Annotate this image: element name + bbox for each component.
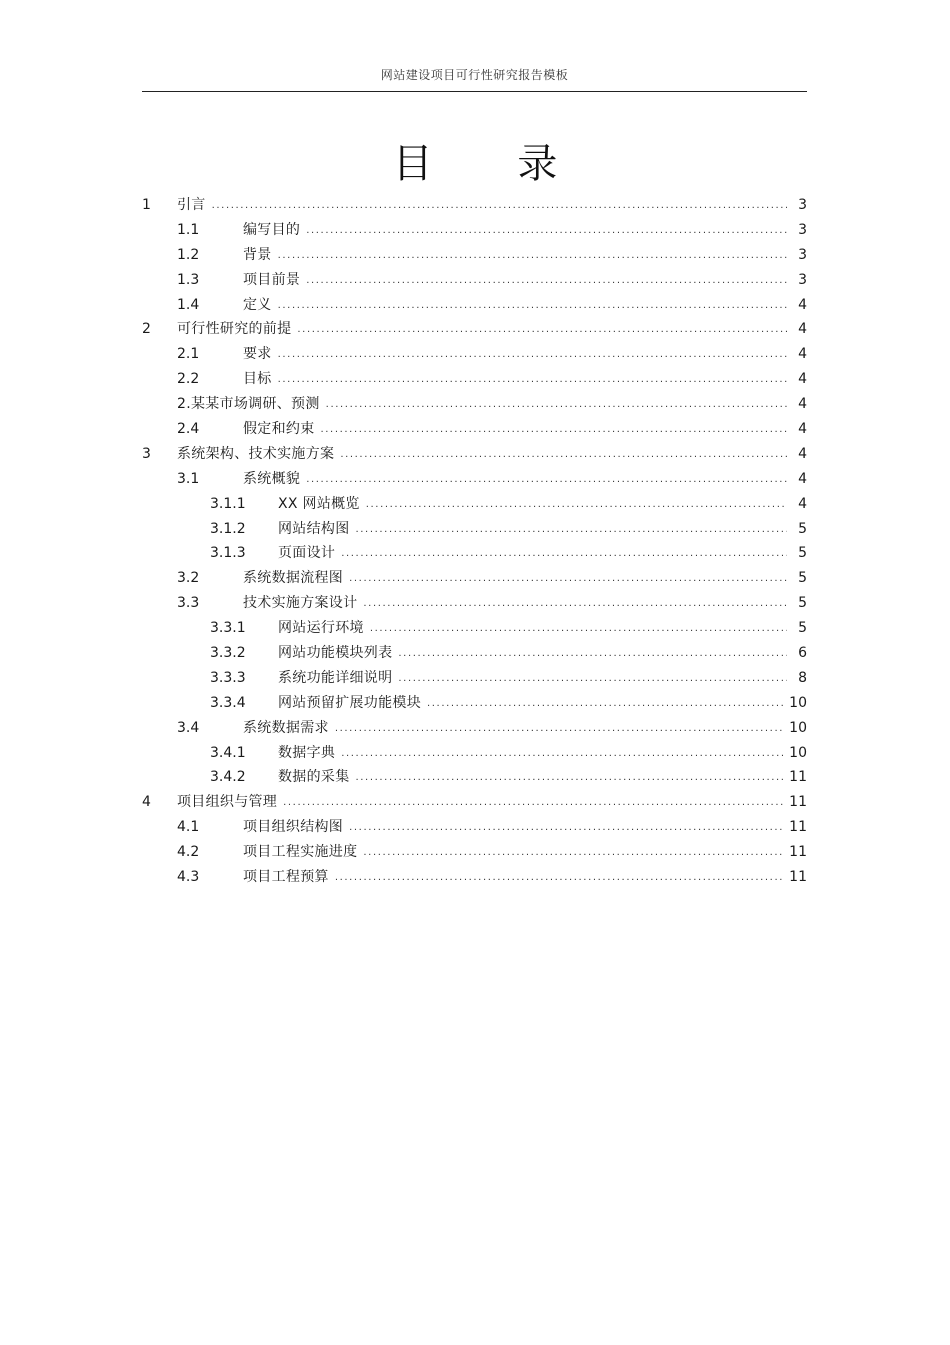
toc-entry[interactable] (142, 591, 807, 616)
toc-entry-number: 3.4.2 (210, 769, 246, 786)
dot-leader (297, 318, 787, 343)
toc-entry-page-number: 8 (798, 669, 807, 686)
toc-entry-page-number: 4 (798, 421, 807, 438)
dot-leader (306, 219, 787, 244)
toc-entry-title: 系统数据流程图 (243, 570, 344, 587)
toc-entry[interactable] (142, 840, 807, 865)
dot-leader (278, 294, 787, 319)
toc-entry-page-number: 5 (798, 520, 807, 537)
toc-entry-title: 页面设计 (278, 545, 336, 562)
toc-entry-title: 系统架构、技术实施方案 (177, 445, 335, 462)
dot-leader (370, 617, 787, 642)
toc-entry-title: 可行性研究的前提 (177, 321, 292, 338)
toc-entry[interactable] (142, 317, 807, 342)
toc-entry-number: 1.3 (177, 271, 200, 288)
dot-leader (335, 717, 783, 742)
toc-entry-number: 3.3 (177, 595, 200, 612)
dot-leader (341, 542, 787, 567)
toc-entry-title: 目标 (243, 371, 272, 388)
toc-entry-title: 系统数据需求 (243, 719, 329, 736)
toc-entry[interactable] (142, 641, 807, 666)
dot-leader (356, 766, 784, 791)
running-header: 网站建设项目可行性研究报告模板 (380, 68, 569, 82)
toc-entry-number: 2.4 (177, 421, 200, 438)
toc-entry-page-number: 3 (798, 221, 807, 238)
toc-entry[interactable] (142, 492, 807, 517)
toc-entry[interactable] (142, 541, 807, 566)
toc-entry-page-number: 4 (798, 470, 807, 487)
toc-entry-page-number: 4 (798, 396, 807, 413)
toc-entry-page-number: 11 (789, 769, 807, 786)
toc-entry[interactable] (142, 442, 807, 467)
toc-entry[interactable] (142, 517, 807, 542)
toc-entry-title: 网站功能模块列表 (278, 645, 393, 662)
toc-entry-page-number: 3 (798, 197, 807, 213)
dot-leader (306, 468, 787, 493)
toc-entry-page-number: 4 (798, 445, 807, 462)
toc-entry-title: 网站结构图 (278, 520, 350, 537)
toc-entry-number: 3.1.1 (210, 495, 246, 512)
toc-entry-number: 2.1 (177, 346, 200, 363)
toc-entry-number: 4.1 (177, 819, 200, 836)
toc-entry-number: 1.4 (177, 296, 200, 313)
toc-entry-number: 2.2 (177, 371, 200, 388)
toc-entry-title: 项目工程预算 (243, 869, 329, 886)
dot-leader (398, 667, 787, 692)
dot-leader (278, 244, 787, 269)
toc-entry-number: 3.2 (177, 570, 200, 587)
toc-entry-page-number: 5 (798, 570, 807, 587)
toc-entry-title: 系统概貌 (243, 470, 301, 487)
toc-entry-page-number: 4 (798, 371, 807, 388)
dot-leader (349, 816, 783, 841)
toc-entry[interactable] (142, 765, 807, 790)
toc-entry[interactable] (142, 417, 807, 442)
dot-leader (326, 393, 787, 418)
dot-leader (363, 592, 787, 617)
toc-entry-number: 3.4 (177, 719, 200, 736)
dot-leader (349, 567, 787, 592)
toc-entry-number: 3.3.4 (210, 694, 246, 711)
toc-entry-title: 假定和约束 (243, 421, 315, 438)
toc-entry[interactable] (142, 666, 807, 691)
toc-entry-page-number: 10 (789, 719, 807, 736)
dot-leader (427, 692, 783, 717)
toc-entry[interactable] (142, 716, 807, 741)
toc-entry-page-number: 4 (798, 495, 807, 512)
dot-leader (335, 866, 783, 891)
toc-entry-title: 数据的采集 (278, 769, 350, 786)
dot-leader (212, 194, 787, 219)
toc-entry-title: XX 网站概览 (278, 495, 360, 512)
dot-leader (366, 493, 787, 518)
toc-entry[interactable] (142, 193, 807, 218)
toc-entry[interactable] (142, 392, 807, 417)
toc-entry-page-number: 4 (798, 296, 807, 313)
toc-entry-number: 4 (142, 794, 151, 811)
toc-entry-page-number: 5 (798, 620, 807, 637)
toc-entry-number: 1 (142, 197, 151, 213)
toc-entry-number: 4.2 (177, 844, 200, 861)
toc-entry-page-number: 11 (789, 819, 807, 836)
toc-entry-page-number: 11 (789, 869, 807, 886)
header-divider (142, 91, 807, 92)
dot-leader (278, 368, 787, 393)
toc-entry-title: 2.某某市场调研、预测 (177, 396, 320, 413)
toc-entry[interactable] (142, 566, 807, 591)
toc-entry-title: 背景 (243, 246, 272, 263)
dot-leader (321, 418, 788, 443)
toc-entry-number: 3.3.3 (210, 669, 246, 686)
toc-entry-number: 4.3 (177, 869, 200, 886)
toc-entry-title: 项目组织与管理 (177, 794, 278, 811)
toc-entry[interactable] (142, 865, 807, 890)
toc-entry-page-number: 10 (789, 744, 807, 761)
toc-entry[interactable] (142, 616, 807, 641)
toc-entry-page-number: 11 (789, 794, 807, 811)
toc-entry-title: 项目工程实施进度 (243, 844, 358, 861)
dot-leader (398, 642, 787, 667)
toc-entry-title: 网站预留扩展功能模块 (278, 694, 421, 711)
toc-entry-number: 3.1 (177, 470, 200, 487)
toc-entry-title: 技术实施方案设计 (243, 595, 358, 612)
toc-entry-number: 1.2 (177, 246, 200, 263)
toc-entry-page-number: 5 (798, 595, 807, 612)
toc-entry-number: 2 (142, 321, 151, 338)
toc-entry[interactable] (142, 268, 807, 293)
toc-entry-title: 引言 (177, 197, 206, 213)
dot-leader (363, 841, 783, 866)
dot-leader (356, 518, 788, 543)
toc-entry-number: 3.3.2 (210, 645, 246, 662)
toc-entry[interactable] (142, 367, 807, 392)
toc-entry[interactable] (142, 691, 807, 716)
dot-leader (283, 791, 783, 816)
toc-entry-page-number: 6 (798, 645, 807, 662)
toc-entry-page-number: 4 (798, 346, 807, 363)
dot-leader (340, 443, 787, 468)
toc-entry-page-number: 5 (798, 545, 807, 562)
toc-entry[interactable] (142, 790, 807, 815)
toc-entry[interactable] (142, 243, 807, 268)
toc-entry-title: 编写目的 (243, 221, 301, 238)
toc-entry-number: 3.1.2 (210, 520, 246, 537)
toc-entry-page-number: 10 (789, 694, 807, 711)
toc-entry-title: 定义 (243, 296, 272, 313)
toc-entry-number: 3.1.3 (210, 545, 246, 562)
toc-entry-number: 1.1 (177, 221, 200, 238)
toc-entry[interactable] (142, 342, 807, 367)
toc-entry-number: 3.3.1 (210, 620, 246, 637)
toc-entry-title: 要求 (243, 346, 272, 363)
dot-leader (278, 343, 787, 368)
dot-leader (306, 269, 787, 294)
toc-entry-title: 项目组织结构图 (243, 819, 344, 836)
toc-entry-page-number: 4 (798, 321, 807, 338)
table-of-contents (142, 193, 807, 890)
toc-entry-title: 网站运行环境 (278, 620, 364, 637)
toc-entry[interactable] (142, 815, 807, 840)
toc-entry[interactable] (142, 218, 807, 243)
dot-leader (341, 742, 783, 767)
toc-entry-title: 项目前景 (243, 271, 301, 288)
toc-entry-number: 3 (142, 445, 151, 462)
toc-entry-page-number: 3 (798, 271, 807, 288)
toc-entry-title: 系统功能详细说明 (278, 669, 393, 686)
toc-entry-page-number: 11 (789, 844, 807, 861)
toc-entry[interactable] (142, 467, 807, 492)
toc-entry-page-number: 3 (798, 246, 807, 263)
toc-entry[interactable] (142, 741, 807, 766)
toc-entry[interactable] (142, 293, 807, 318)
toc-heading: 目 录 (392, 141, 594, 187)
toc-entry-number: 3.4.1 (210, 744, 246, 761)
toc-entry-title: 数据字典 (278, 744, 336, 761)
